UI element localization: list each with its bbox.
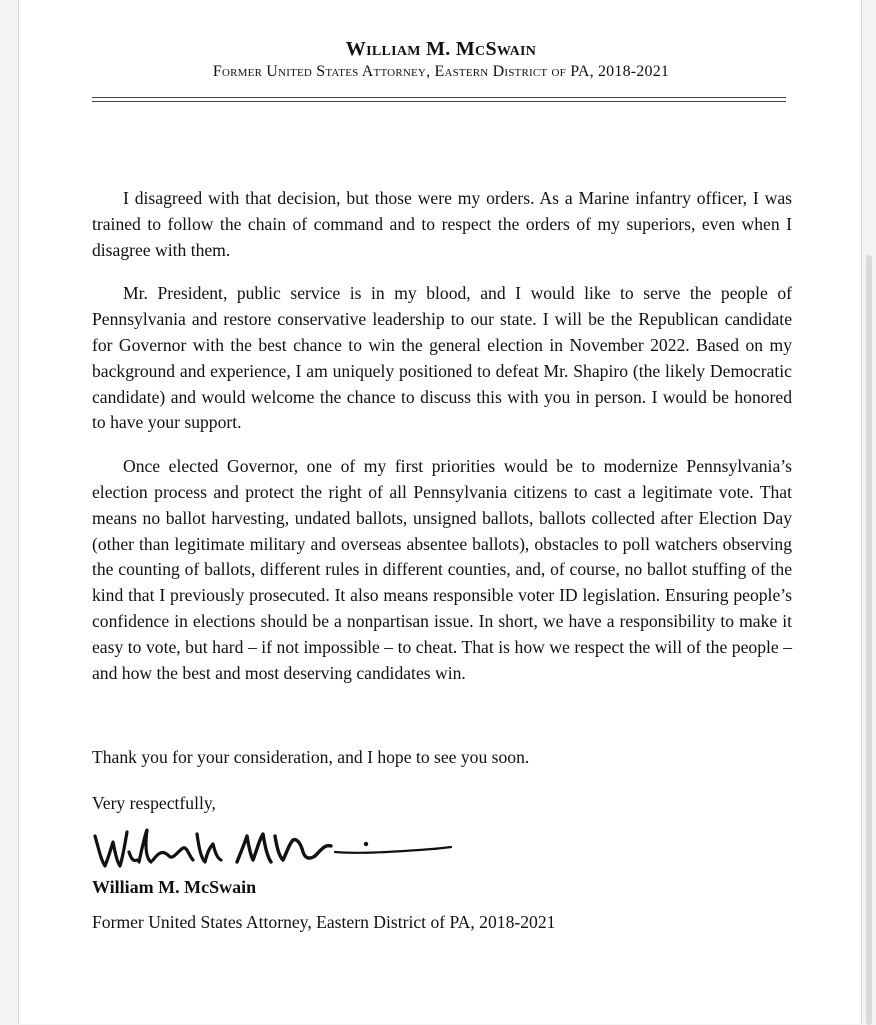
signatory-name: William M. McSwain <box>92 877 257 897</box>
paragraph-election-priorities: Once elected Governor, one of my first priorities would be to modernize Pennsylvania’s election process and protect the right of all Pennsylvania citizens to cast a legitimate vote. That means no ballot harvesting, undated ballots, unsigned ballots, ballots collected after Election Day (other than legitimate military and overseas absentee ballots), obstacles to poll watchers observing the counting of ballots, different rules in different counties, and, of course, no ballot stuffing of the kind that I previously prosecuted. It also means responsible voter ID legislation. Ensuring people’s confidence in elections should be a nonpartisan issue. In short, we have a responsibility to make it easy to vote, but hard – if not impossible – to cheat. That is how we respect the will of the people – and how the best and most deserving candidates win. <box>92 456 792 683</box>
letter-body <box>92 186 792 704</box>
scrollbar-thumb[interactable] <box>866 255 872 1025</box>
closing-thanks: Thank you for your consideration, and I hope to see you soon. <box>92 747 530 767</box>
letter-page <box>18 0 862 1024</box>
letterhead-rule-bottom <box>92 101 786 102</box>
handwritten-signature <box>89 822 459 874</box>
signatory-title: Former United States Attorney, Eastern District of PA, 2018-2021 <box>92 912 556 932</box>
letterhead-rule-top <box>92 97 786 98</box>
letterhead-name: William M. McSwain <box>345 38 537 60</box>
valediction: Very respectfully, <box>92 793 216 813</box>
letterhead-title: Former United States Attorney, Eastern District of PA, 2018-2021 <box>212 63 670 80</box>
paragraph-orders: I disagreed with that decision, but those were my orders. As a Marine infantry officer, I was trained to follow the chain of command and to respect the orders of my superiors, even when I disagree with them. <box>92 188 792 260</box>
paragraph-public-service: Mr. President, public service is in my blood, and I would like to serve the people of Pennsylvania and restore conservative leadership to our state. I will be the Republican candidate for Governor with the best chance to win the general election in November 2022. Based on my background and experience, I am uniquely positioned to defeat Mr. Shapiro (the likely Democratic candidate) and would welcome the chance to discuss this with you in person. I would be honored to have your support. <box>92 283 792 433</box>
scrollbar-track[interactable] <box>862 0 876 1024</box>
